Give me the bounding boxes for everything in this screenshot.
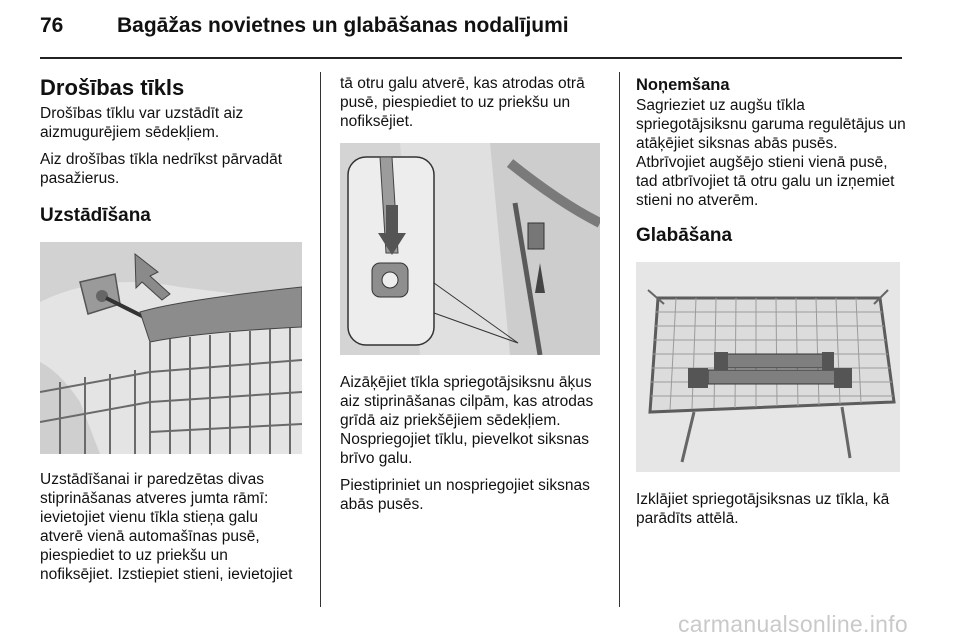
section-title: Drošības tīkls xyxy=(40,75,185,100)
column-3 xyxy=(636,74,906,536)
header-rule xyxy=(40,57,902,59)
removal-paragraph: Sagrieziet uz augšu tīkla spriegotājsiksnu garuma regulētājus un atāķējiet siksnas abās pusēs. Atbrīvojiet augšējo stieni vienā pusē, tad atbrīvojiet tā otru galu un izņemiet stieni no atverēm. xyxy=(636,97,906,209)
storage-heading: Glabāšana xyxy=(636,225,733,246)
column-1 xyxy=(40,74,305,592)
installation-heading: Uzstādīšana xyxy=(40,205,151,226)
watermark: carmanualsonline.info xyxy=(677,611,908,637)
installation-paragraph: Uzstādīšanai ir paredzētas divas stiprināšanas atveres jumta rāmī: ievietojiet vienu tīkla stieņa galu atverē vienā automašīnas pusē, piespiediet to uz priekšu un nofiksējiet. Izstiepiet stieni, ievietojiet xyxy=(40,471,293,583)
hook-paragraph: Aizāķējiet tīkla spriegotājsiksnu āķus aiz stiprināšanas cilpām, kas atrodas grīdā aiz priekšējiem sēdekļiem. Nospriegojiet tīklu, pievelkot siksnas brīvo galu. xyxy=(340,374,594,467)
running-header-title: Bagāžas novietnes un glabāšanas nodalījumi xyxy=(117,14,569,37)
column-2 xyxy=(340,74,602,522)
storage-figure xyxy=(636,262,900,472)
continued-paragraph: tā otru galu atverē, kas atrodas otrā pusē, piespiediet to uz priekšu un nofiksējiet. xyxy=(340,75,585,130)
page-number: 76 xyxy=(40,14,64,37)
column-divider-1 xyxy=(320,72,321,607)
warning-paragraph: Aiz drošības tīkla nedrīkst pārvadāt pasažierus. xyxy=(40,151,283,187)
storage-paragraph: Izklājiet spriegotājsiksnas uz tīkla, kā parādīts attēlā. xyxy=(636,491,890,527)
strap-hook-figure xyxy=(340,143,600,355)
installation-figure xyxy=(40,242,302,454)
column-divider-2 xyxy=(619,72,620,607)
intro-paragraph: Drošības tīklu var uzstādīt aiz aizmugurējiem sēdekļiem. xyxy=(40,105,244,141)
tension-paragraph: Piestipriniet un nospriegojiet siksnas abās pusēs. xyxy=(340,477,590,513)
removal-heading: Noņemšana xyxy=(636,76,730,94)
